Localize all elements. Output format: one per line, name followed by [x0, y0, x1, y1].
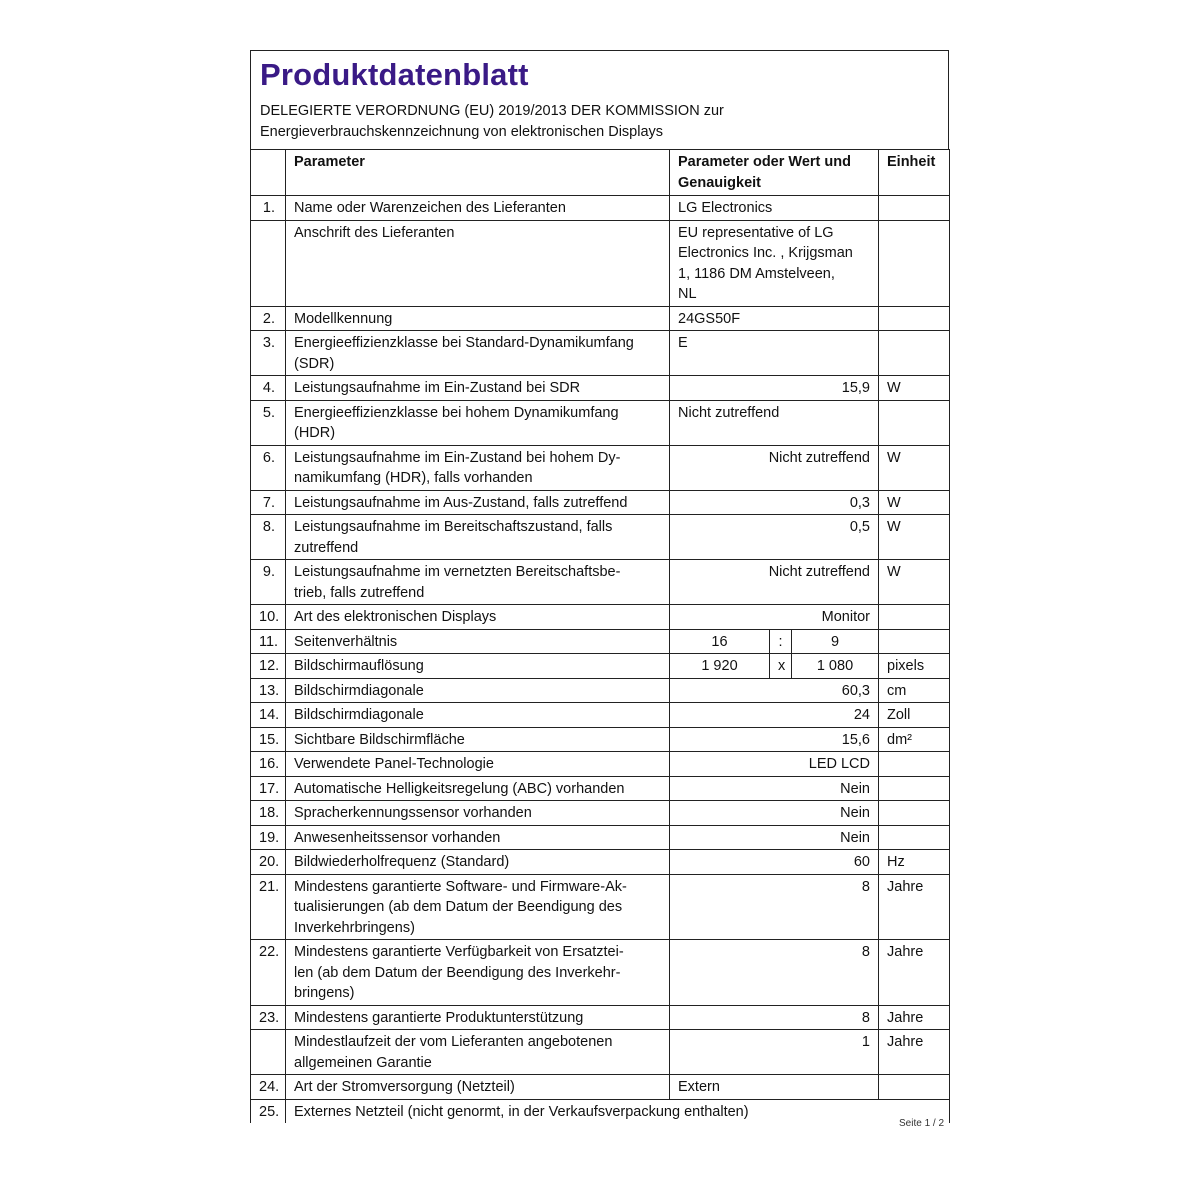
- table-row: 18. Spracherkennungssensor vorhanden Nein: [251, 801, 950, 826]
- table-row: 6. Leistungsaufnahme im Ein-Zustand bei hohem Dy- namikumfang (HDR), falls vorhanden Nicht zutreffend W: [251, 445, 950, 490]
- table-row: 5. Energieeffizienzklasse bei hohem Dynamikumfang (HDR) Nicht zutreffend: [251, 400, 950, 445]
- table-row: 7. Leistungsaufnahme im Aus-Zustand, falls zutreffend 0,3 W: [251, 490, 950, 515]
- header-num: [251, 150, 286, 196]
- table-row: 4. Leistungsaufnahme im Ein-Zustand bei SDR 15,9 W: [251, 376, 950, 401]
- table-row: 8. Leistungsaufnahme im Bereitschaftszustand, falls zutreffend 0,5 W: [251, 515, 950, 560]
- datasheet: [250, 50, 949, 1123]
- header-parameter: Parameter: [286, 150, 670, 196]
- table-row: 1. Name oder Warenzeichen des Lieferanten LG Electronics: [251, 196, 950, 221]
- table-row: 15. Sichtbare Bildschirmfläche 15,6 dm²: [251, 727, 950, 752]
- regulation-line-1: DELEGIERTE VERORDNUNG (EU) 2019/2013 DER KOMMISSION zur: [260, 103, 724, 119]
- sheet-header: [250, 50, 949, 149]
- table-row: 17. Automatische Helligkeitsregelung (ABC) vorhanden Nein: [251, 776, 950, 801]
- page-number: Seite 1 / 2: [899, 1118, 945, 1129]
- table-row: Mindestlaufzeit der vom Lieferanten angebotenen allgemeinen Garantie 1 Jahre: [251, 1030, 950, 1075]
- table-row: 25. Externes Netzteil (nicht genormt, in der Verkaufsverpackung enthalten): [251, 1099, 950, 1123]
- table-row: 13. Bildschirmdiagonale 60,3 cm: [251, 678, 950, 703]
- table-row: 21. Mindestens garantierte Software- und Firmware-Ak- tualisierungen (ab dem Datum der Beendigung des Inverkehrbringens) 8 Jahre: [251, 874, 950, 940]
- header-value: Parameter oder Wert und Genauigkeit: [670, 150, 879, 196]
- table-row: 19. Anwesenheitssensor vorhanden Nein: [251, 825, 950, 850]
- table-row: 9. Leistungsaufnahme im vernetzten Bereitschaftsbe- trieb, falls zutreffend Nicht zutreffend W: [251, 560, 950, 605]
- header-unit: Einheit: [879, 150, 950, 196]
- table-row: 3. Energieeffizienzklasse bei Standard-Dynamikumfang (SDR) E: [251, 331, 950, 376]
- table-row: 23. Mindestens garantierte Produktunterstützung 8 Jahre: [251, 1005, 950, 1030]
- table-row: 20. Bildwiederholfrequenz (Standard) 60 Hz: [251, 850, 950, 875]
- page-title: Produktdatenblatt: [260, 57, 529, 92]
- table-row: 22. Mindestens garantierte Verfügbarkeit von Ersatztei- len (ab dem Datum der Beendigung des Inverkehr- bringens) 8 Jahre: [251, 940, 950, 1006]
- table-row: Anschrift des Lieferanten EU representative of LG Electronics Inc. , Krijgsman 1, 1186 DM Amstelveen, NL: [251, 220, 950, 306]
- table-row: 11. Seitenverhältnis 16 : 9: [251, 629, 950, 654]
- table-row: 12. Bildschirmauflösung 1 920 x 1 080 pixels: [251, 654, 950, 679]
- parameter-table: [250, 149, 950, 1123]
- regulation-line-2: Energieverbrauchskennzeichnung von elektronischen Displays: [260, 124, 664, 140]
- table-row: 2. Modellkennung 24GS50F: [251, 306, 950, 331]
- table-row: 10. Art des elektronischen Displays Monitor: [251, 605, 950, 630]
- table-row: 14. Bildschirmdiagonale 24 Zoll: [251, 703, 950, 728]
- table-row: 16. Verwendete Panel-Technologie LED LCD: [251, 752, 950, 777]
- table-header-row: [251, 150, 950, 196]
- table-row: 24. Art der Stromversorgung (Netzteil) Extern: [251, 1075, 950, 1100]
